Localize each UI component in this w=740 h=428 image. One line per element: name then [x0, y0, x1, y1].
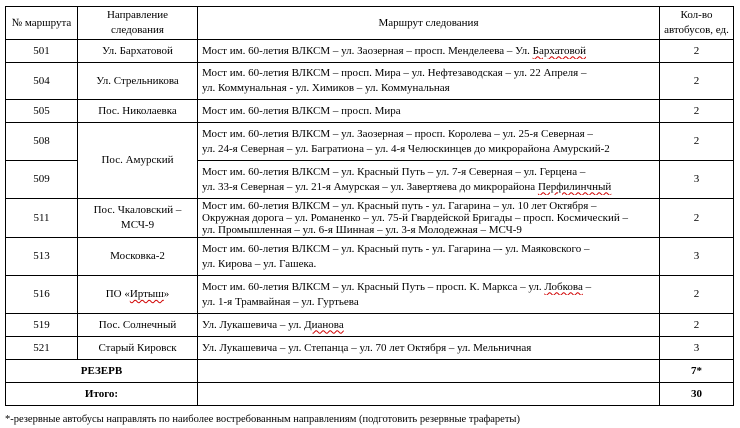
route-path-line: ул. Кирова – ул. Гашека. — [202, 257, 317, 270]
header-row — [6, 7, 734, 40]
table-row — [6, 276, 734, 314]
header-direction-line: следования — [111, 24, 164, 36]
total-label: Итого: — [6, 383, 198, 406]
route-path-line: ул. Промышленная – ул. 6-я Шинная – ул. 3-я Молодежная – МСЧ-9 — [202, 224, 522, 236]
bus-count: 2 — [660, 314, 734, 337]
route-path-line: Мост им. 60-летия ВЛКСМ – ул. Красный путь - ул. Гагарина – ул. 10 лет Октября – — [202, 200, 597, 212]
route-path — [198, 123, 660, 161]
route-path-line: Мост им. 60-летия ВЛКСМ – ул. Красный путь - ул. Гагарина –- ул. Маяковского – — [202, 242, 590, 255]
route-number: 505 — [6, 100, 78, 123]
header-buses-line: Кол-во — [680, 9, 713, 21]
spelling-underline: Бархатовой — [532, 44, 586, 57]
table-row — [6, 199, 734, 238]
bus-count: 3 — [660, 238, 734, 276]
header-direction — [78, 7, 198, 40]
table-row — [6, 314, 734, 337]
route-path — [198, 40, 660, 63]
route-number: 519 — [6, 314, 78, 337]
route-number: 513 — [6, 238, 78, 276]
route-direction: Московка-2 — [78, 238, 198, 276]
route-direction: Пос. Солнечный — [78, 314, 198, 337]
header-direction-line: Направление — [106, 9, 169, 21]
route-path-line: ул. 1-я Трамвайная – ул. Гуртьева — [202, 295, 359, 308]
route-path-line: Мост им. 60-летия ВЛКСМ – ул. Заозерная – просп. Королева – ул. 25-я Северная – — [202, 127, 593, 140]
route-path-line: Мост им. 60-летия ВЛКСМ – ул. Красный Путь – просп. К. Маркса – ул. Лобкова – — [202, 280, 592, 293]
route-direction: Ул. Стрельникова — [78, 63, 198, 100]
route-direction: Старый Кировск — [78, 337, 198, 360]
route-number: 521 — [6, 337, 78, 360]
route-path — [198, 238, 660, 276]
route-number: 511 — [6, 199, 78, 238]
route-path: Мост им. 60-летия ВЛКСМ – просп. Мира — [198, 100, 660, 123]
reserve-row — [6, 360, 734, 383]
bus-count: 2 — [660, 63, 734, 100]
table-row — [6, 40, 734, 63]
reserve-bus-count: 7* — [660, 360, 734, 383]
route-direction: ПО «Иртыш» — [78, 276, 198, 314]
route-path — [198, 161, 660, 199]
table-row — [6, 337, 734, 360]
route-direction-line: Пос. Чкаловский – — [93, 204, 182, 216]
spelling-underline: Лобкова — [544, 280, 583, 293]
route-number: 501 — [6, 40, 78, 63]
bus-count: 2 — [660, 199, 734, 238]
route-path: Ул. Лукашевича – ул. Дианова — [198, 314, 660, 337]
header-buses — [660, 7, 734, 40]
header-path: Маршрут следования — [198, 7, 660, 40]
route-path-line: ул. 33-я Северная – ул. 21-я Амурская – ул. Завертяева до микрорайона Перфилинчный — [202, 180, 612, 193]
route-direction: Ул. Бархатовой — [78, 40, 198, 63]
total-bus-count: 30 — [660, 383, 734, 406]
route-path — [198, 276, 660, 314]
route-path-line: Мост им. 60-летия ВЛКСМ – ул. Красный Путь – ул. 7-я Северная – ул. Герцена – — [202, 165, 586, 178]
total-row — [6, 383, 734, 406]
reserve-label: РЕЗЕРВ — [6, 360, 198, 383]
spelling-underline: Дианова — [304, 318, 344, 331]
bus-count: 2 — [660, 276, 734, 314]
route-path-line: ул. 24-я Северная – ул. Багратиона – ул. 4-я Челюскинцев до микрорайона Амурский-2 — [202, 142, 610, 155]
header-buses-line: автобусов, ед. — [664, 24, 729, 36]
route-path — [198, 63, 660, 100]
bus-count: 3 — [660, 337, 734, 360]
bus-count: 2 — [660, 123, 734, 161]
route-direction: Пос. Амурский — [78, 123, 198, 199]
table-row — [6, 100, 734, 123]
route-number: 516 — [6, 276, 78, 314]
route-path-line: Мост им. 60-летия ВЛКСМ – просп. Мира – ул. Нефтезаводская – ул. 22 Апреля – — [202, 67, 587, 79]
route-direction-line: МСЧ-9 — [120, 219, 155, 231]
table-row — [6, 63, 734, 100]
route-direction — [78, 199, 198, 238]
route-number: 504 — [6, 63, 78, 100]
total-empty-cell — [198, 383, 660, 406]
spelling-underline: Перфилинчный — [537, 180, 612, 193]
table-row — [6, 238, 734, 276]
bus-count: 2 — [660, 100, 734, 123]
header-route-no: № маршрута — [6, 7, 78, 40]
route-number: 508 — [6, 123, 78, 161]
table-row — [6, 123, 734, 161]
route-direction: Пос. Николаевка — [78, 100, 198, 123]
route-path: Ул. Лукашевича – ул. Степанца – ул. 70 лет Октября – ул. Мельничная — [198, 337, 660, 360]
bus-count: 3 — [660, 161, 734, 199]
route-path-line: Окружная дорога – ул. Романенко – ул. 75-й Гвардейской Бригады – просп. Космический – — [202, 212, 628, 224]
route-path — [198, 199, 660, 238]
route-path-line: ул. Коммунальная - ул. Химиков – ул. Коммунальная — [202, 82, 450, 94]
footnote: *-резервные автобусы направлять по наиболее востребованным направлениям (подготовить резервные трафареты) — [5, 414, 520, 425]
reserve-empty-cell — [198, 360, 660, 383]
bus-count: 2 — [660, 40, 734, 63]
spelling-underline: Иртыш — [129, 288, 164, 300]
route-path-line: Мост им. 60-летия ВЛКСМ – ул. Заозерная – просп. Менделеева – Ул. Бархатовой — [202, 44, 586, 57]
routes-table — [5, 6, 734, 406]
route-number: 509 — [6, 161, 78, 199]
